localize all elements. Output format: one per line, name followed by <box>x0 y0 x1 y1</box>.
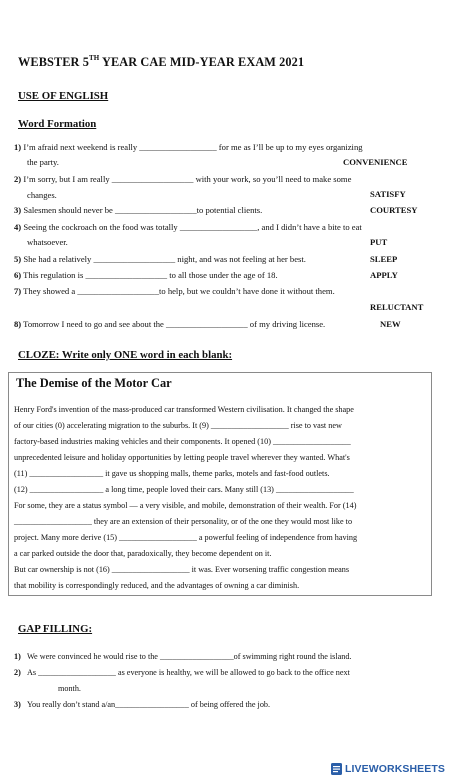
word-formation-item-2: 2) I’m sorry, but I am really ___________________ with your work, so you’ll need to make some <box>14 174 352 184</box>
word-formation-item-7: 7) They showed a ___________________to help, but we couldn’t have done it without them. <box>14 286 335 296</box>
cloze-line: a car parked outside the door that, paradoxically, they become dependent on it. <box>14 549 272 558</box>
word-formation-item-1-line2: the party. <box>27 157 59 167</box>
word-formation-item-5: 5) She had a relatively ___________________ night, and was not feeling at her best. <box>14 254 306 264</box>
cloze-line: factory-based industries making vehicles and their components. It opened (10) ___________________ <box>14 437 351 446</box>
cloze-line: that mobility is correspondingly reduced, and the advantages of owning a car diminish. <box>14 581 300 590</box>
cloze-line: unprecedented leisure and holiday opportunities by letting people travel wherever they wanted. What's <box>14 453 350 462</box>
word-formation-item-2-line2: changes. <box>27 190 57 200</box>
cloze-line: But car ownership is not (16) ___________________ it was. Ever worsening traffic congestion means <box>14 565 350 574</box>
page-title: WEBSTER 5TH YEAR CAE MID-YEAR EXAM 2021 <box>18 54 305 70</box>
cloze-line: Henry Ford's invention of the mass-produced car transformed Western civilisation. It changed the shape <box>14 405 354 414</box>
keyword: SLEEP <box>370 254 398 264</box>
word-formation-item-6: 6) This regulation is ___________________ to all those under the age of 18. <box>14 270 278 280</box>
keyword: RELUCTANT <box>370 302 424 312</box>
section-heading-gap-filling: GAP FILLING: <box>18 623 93 635</box>
keyword: CONVENIENCE <box>343 157 408 167</box>
section-heading-use-of-english: USE OF ENGLISH <box>18 90 109 102</box>
gap-filling-item-2: 2) As ___________________ as everyone is healthy, we will be allowed to go back to the office next <box>14 668 350 677</box>
word-formation-item-4-line2: whatsoever. <box>27 237 68 247</box>
liveworksheets-brand[interactable] <box>331 761 445 776</box>
word-formation-item-3: 3) Salesmen should never be ___________________to potential clients. <box>14 205 263 215</box>
word-formation-item-1: 1) I’m afraid next weekend is really __________________ for me as I’ll be up to my eyes organizing <box>14 142 363 152</box>
gap-filling-item-3: 3) You really don’t stand a/an__________________ of being offered the job. <box>14 700 271 709</box>
cloze-line: (12) __________________ a long time, people loved their cars. Many still (13) ___________________ <box>14 485 354 494</box>
cloze-line: For some, they are a status symbol — a very visible, and mobile, demonstration of their wealth. For (14) <box>14 501 357 510</box>
gap-filling-item-1: 1) We were convinced he would rise to the __________________of swimming right round the island. <box>14 652 352 661</box>
cloze-line: ___________________ they are an extension of their personality, or of the one they would most like to <box>14 517 353 526</box>
gap-filling-item-2-line2: month. <box>58 684 81 693</box>
cloze-passage-title: The Demise of the Motor Car <box>16 376 172 390</box>
keyword: PUT <box>370 237 388 247</box>
liveworksheets-logo-icon <box>331 763 342 775</box>
section-heading-cloze: CLOZE: Write only ONE word in each blank: <box>18 349 233 361</box>
word-formation-item-4: 4) Seeing the cockroach on the food was totally __________________, and I didn’t have a bite to eat <box>14 222 362 232</box>
section-heading-word-formation: Word Formation <box>18 118 97 130</box>
keyword: APPLY <box>370 270 398 280</box>
cloze-line: (11) __________________ it gave us shopping malls, theme parks, motels and fast-food outlets. <box>14 469 330 478</box>
keyword: SATISFY <box>370 189 406 199</box>
cloze-line: project. Many more derive (15) ___________________ a powerful feeling of independence from having <box>14 533 358 542</box>
liveworksheets-brand-label: LIVEWORKSHEETS <box>345 762 445 775</box>
cloze-line: of our cities (0) accelerating migration to the suburbs. It (9) ___________________ rise to vast new <box>14 421 342 430</box>
keyword: COURTESY <box>370 205 418 215</box>
word-formation-item-8: 8) Tomorrow I need to go and see about the ___________________ of my driving license. <box>14 319 326 329</box>
keyword: NEW <box>380 319 401 329</box>
